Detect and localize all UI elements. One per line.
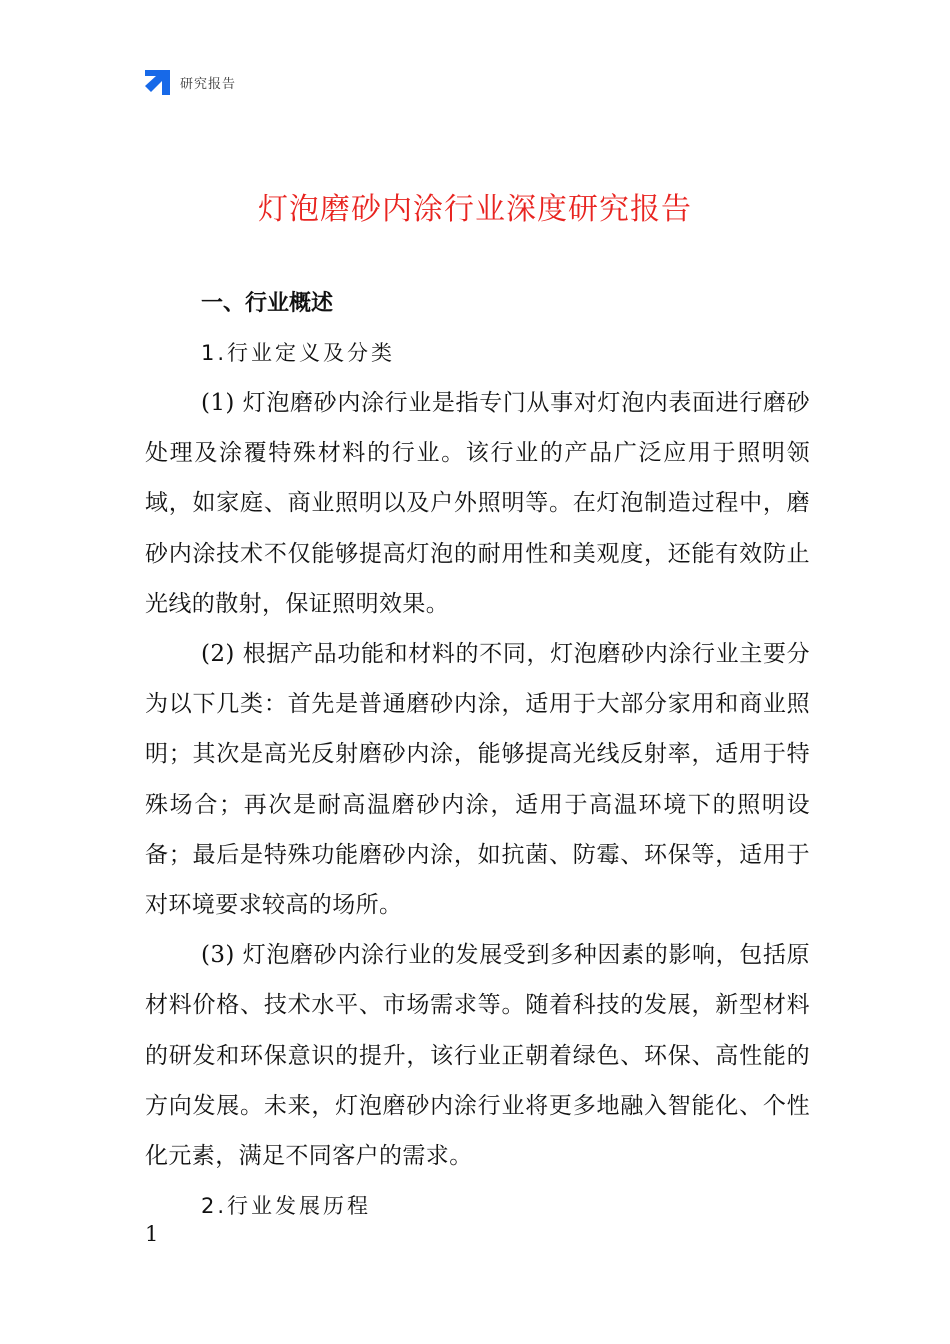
subsection-heading: 2.行业发展历程 [201,1194,372,1219]
section-heading: 一、行业概述 [201,291,334,316]
document-title: 灯泡磨砂内涂行业深度研究报告 [258,192,692,227]
document-body [145,280,810,1231]
paragraph: (3) 灯泡磨砂内涂行业的发展受到多种因素的影响，包括原材料价格、技术水平、市场需求等。随着科技的发展，新型材料的研发和环保意识的提升，该行业正朝着绿色、环保、高性能的方向发展。未来，灯泡磨砂内涂行业将更多地融入智能化、个性化元素，满足不同客户的需求。 [145,942,810,1170]
subsection-heading: 1.行业定义及分类 [201,341,396,365]
paragraph: (1) 灯泡磨砂内涂行业是指专门从事对灯泡内表面进行磨砂处理及涂覆特殊材料的行业。该行业的产品广泛应用于照明领域，如家庭、商业照明以及户外照明等。在灯泡制造过程中，磨砂内涂技术不仅能够提高灯泡的耐用性和美观度，还能有效防止光线的散射，保证照明效果。 [145,390,810,617]
page-number: 1 [145,1222,159,1246]
paragraph: (2) 根据产品功能和材料的不同，灯泡磨砂内涂行业主要分为以下几类：首先是普通磨砂内涂，适用于大部分家用和商业照明；其次是高光反射磨砂内涂，能够提高光线反射率，适用于特殊场合；再次是耐高温磨砂内涂，适用于高温环境下的照明设备；最后是特殊功能磨砂内涂，如抗菌、防霉、环保等，适用于对环境要求较高的场所。 [145,641,810,919]
arrow-logo-icon [145,70,170,95]
report-header [145,70,236,95]
header-label: 研究报告 [180,77,237,92]
